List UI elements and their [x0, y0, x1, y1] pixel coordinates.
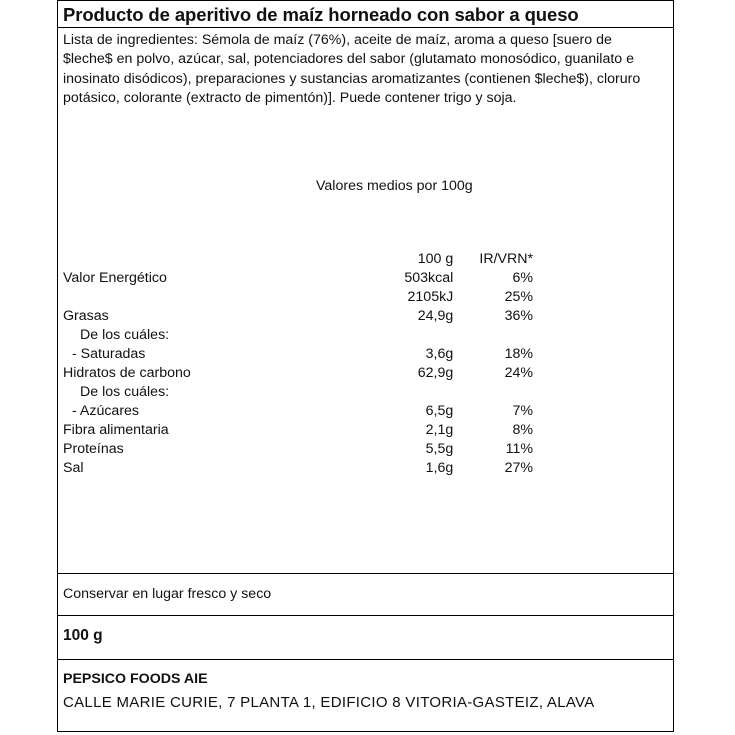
storage-divider: [58, 573, 673, 574]
nutrition-table: [63, 250, 533, 478]
nutrient-pct: 18%: [504, 346, 533, 362]
nutrition-row: [63, 269, 533, 288]
nutrition-heading: Valores medios por 100g: [316, 178, 473, 194]
nutrient-pct: 7%: [512, 403, 533, 419]
nutrient-pct: 8%: [512, 422, 533, 438]
nutrition-row: [63, 345, 533, 364]
nutrient-value: 2,1g: [425, 422, 454, 438]
nutrient-label: Valor Energético: [63, 270, 167, 286]
nutrient-sublabel: De los cuáles:: [80, 384, 170, 400]
nutrient-label: Hidratos de carbono: [63, 365, 191, 381]
nutrient-label: Fibra alimentaria: [63, 422, 169, 438]
nutrient-value: 62,9g: [417, 365, 454, 381]
nutrient-value: 3,6g: [425, 346, 454, 362]
nutrient-value: 5,5g: [425, 441, 454, 457]
nutrient-label: - Azúcares: [72, 403, 140, 419]
nutrition-row: [63, 440, 533, 459]
company-address: CALLE MARIE CURIE, 7 PLANTA 1, EDIFICIO 8 VITORIA-GASTEIZ, ALAVA: [63, 694, 595, 711]
nutrient-label: - Saturadas: [72, 346, 146, 362]
nutrition-row: [63, 383, 533, 402]
nutrition-header-row: [63, 250, 533, 269]
nutrient-label: [63, 288, 326, 307]
company-divider: [58, 659, 673, 660]
nutrient-sublabel: De los cuáles:: [80, 327, 170, 343]
weight-divider: [58, 615, 673, 616]
nutrition-header-pct: IR/VRN*: [479, 251, 533, 267]
nutrient-value: 1,6g: [425, 460, 454, 476]
nutrient-pct: 11%: [505, 441, 533, 457]
net-weight: 100 g: [63, 627, 103, 644]
nutrient-pct: 36%: [504, 308, 533, 324]
nutrient-label: Grasas: [63, 308, 109, 324]
nutrient-pct: 6%: [512, 270, 533, 286]
nutrient-pct: [453, 383, 533, 402]
nutrient-pct: 27%: [504, 460, 533, 476]
title-divider: [58, 27, 673, 28]
label-frame: [57, 0, 674, 732]
nutrition-row: [63, 459, 533, 478]
nutrient-value: 2105kJ: [407, 289, 454, 305]
nutrient-pct: 24%: [504, 365, 533, 381]
product-title: Producto de aperitivo de maíz horneado con sabor a queso: [63, 4, 579, 25]
nutrient-value: 24,9g: [417, 308, 454, 324]
nutrient-label: Proteínas: [63, 441, 124, 457]
nutrient-value: [326, 326, 454, 345]
storage-instructions: Conservar en lugar fresco y seco: [63, 586, 272, 602]
nutrient-label: Sal: [63, 460, 84, 476]
nutrient-pct: 25%: [504, 289, 533, 305]
nutrition-row: [63, 364, 533, 383]
nutrient-value: 6,5g: [425, 403, 454, 419]
nutrition-row: [63, 307, 533, 326]
nutrient-value: [326, 383, 454, 402]
nutrition-header-blank: [63, 250, 326, 269]
nutrition-header-value: 100 g: [417, 251, 454, 267]
nutrition-row: [63, 402, 533, 421]
nutrient-value: 503kcal: [404, 270, 454, 286]
nutrition-row: [63, 326, 533, 345]
ingredients-text: Lista de ingredientes: Sémola de maíz (76%), aceite de maíz, aroma a queso [suero de $leche$ en polvo, azúcar, sal, potenciadores del sabor (glutamato monosódico, guanilato e inosinato disódicos), preparaciones y sustancias aromatizantes (contienen $leche$), cloruro potásico, colorante (extracto de pimentón)]. Puede contener trigo y soja.: [63, 32, 641, 106]
nutrition-row: [63, 288, 533, 307]
nutrient-pct: [453, 326, 533, 345]
company-name: PEPSICO FOODS AIE: [63, 671, 208, 687]
nutrition-row: [63, 421, 533, 440]
